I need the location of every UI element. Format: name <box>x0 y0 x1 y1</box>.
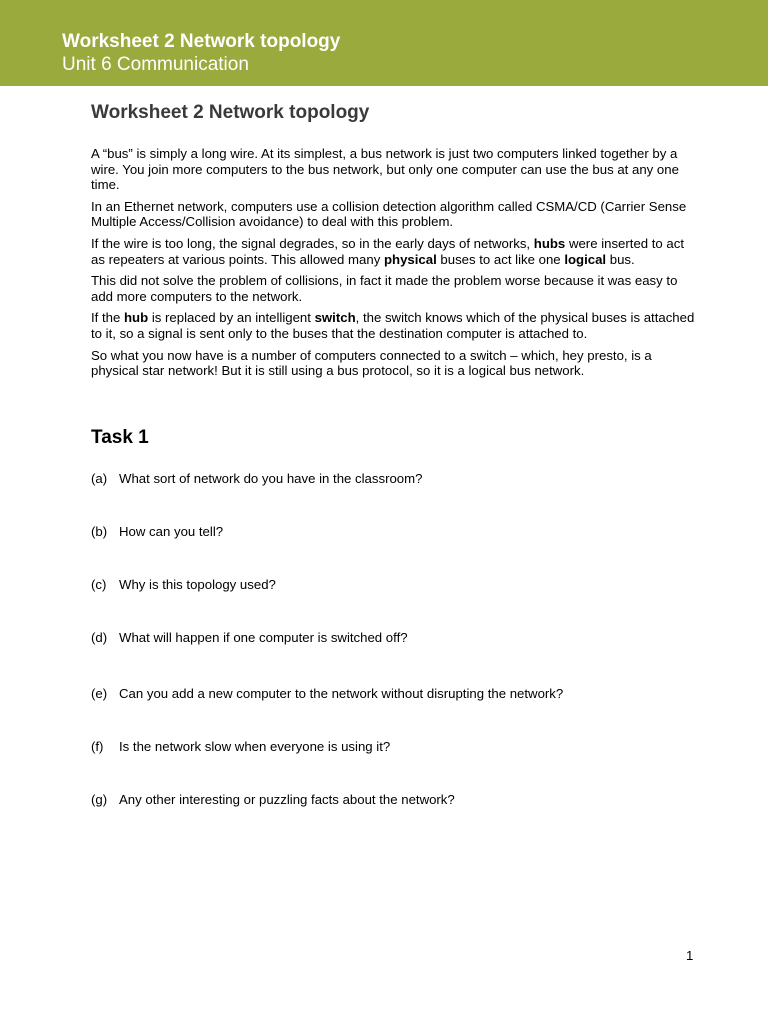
question-text: What will happen if one computer is switched off? <box>119 630 408 645</box>
body-paragraph <box>91 348 699 379</box>
question-item <box>91 524 223 540</box>
paragraph-text: bus. <box>606 251 635 267</box>
question-item <box>91 577 276 593</box>
question-text: Can you add a new computer to the network without disrupting the network? <box>119 686 564 701</box>
question-letter: (g) <box>91 792 108 807</box>
body-paragraph <box>91 310 699 341</box>
question-item <box>91 739 390 755</box>
question-text: Any other interesting or puzzling facts about the network? <box>119 792 455 807</box>
bold-term: hub <box>124 310 149 326</box>
document-title: Worksheet 2 Network topology <box>91 102 370 123</box>
question-letter: (a) <box>91 471 108 486</box>
question-item <box>91 630 408 646</box>
paragraph-text: is replaced by an intelligent <box>148 310 315 326</box>
paragraph-text: were inserted to act as repeaters at various points. This allowed many <box>91 235 685 267</box>
task-heading: Task 1 <box>91 427 149 448</box>
body-paragraph <box>91 236 699 267</box>
bold-term: physical <box>383 251 437 267</box>
paragraph-text: So what you now have is a number of computers connected to a switch – which, hey presto, is a physical star network! But it is still using a bus protocol, so it is a logical bus network. <box>91 347 652 379</box>
paragraphs <box>91 146 699 379</box>
question-text: Why is this topology used? <box>119 577 276 592</box>
question-text: What sort of network do you have in the classroom? <box>119 471 423 486</box>
paragraph-text: buses to act like one <box>436 251 565 267</box>
paragraph-text: If the <box>91 310 124 326</box>
bold-term: logical <box>564 251 607 267</box>
paragraph-text: If the wire is too long, the signal degrades, so in the early days of networks, <box>91 235 534 251</box>
question-item <box>91 471 422 487</box>
question-letter: (f) <box>91 739 104 754</box>
question-item <box>91 686 563 702</box>
body-paragraph <box>91 273 699 304</box>
question-text: Is the network slow when everyone is using it? <box>119 739 391 754</box>
document-body <box>91 100 699 385</box>
paragraph-text: In an Ethernet network, computers use a collision detection algorithm called CSMA/CD (Carrier Sense Multiple Access/Collision avoidance) to deal with this problem. <box>91 198 687 230</box>
page-number: 1 <box>686 948 694 963</box>
question-letter: (b) <box>91 524 108 539</box>
paragraph-text: A “bus” is simply a long wire. At its simplest, a bus network is just two computers linked together by a wire. You join more computers to the bus network, but only one computer can use the bus at any one time. <box>91 146 679 193</box>
question-letter: (d) <box>91 630 108 645</box>
bold-term: switch <box>314 310 356 326</box>
question-text: How can you tell? <box>119 524 224 539</box>
question-letter: (c) <box>91 577 107 592</box>
question-letter: (e) <box>91 686 108 701</box>
question-item <box>91 792 455 808</box>
header-subtitle: Unit 6 Communication <box>62 54 249 75</box>
body-paragraph <box>91 199 699 230</box>
body-paragraph <box>91 146 699 193</box>
header-banner <box>0 0 768 86</box>
header-title: Worksheet 2 Network topology <box>62 31 341 52</box>
bold-term: hubs <box>533 235 566 251</box>
paragraph-text: , the switch knows which of the physical buses is attached to it, so a signal is sent only to the buses that the destination computer is attached to. <box>91 310 695 341</box>
paragraph-text: This did not solve the problem of collisions, in fact it made the problem worse because it was easy to add more computers to the network. <box>91 273 678 304</box>
